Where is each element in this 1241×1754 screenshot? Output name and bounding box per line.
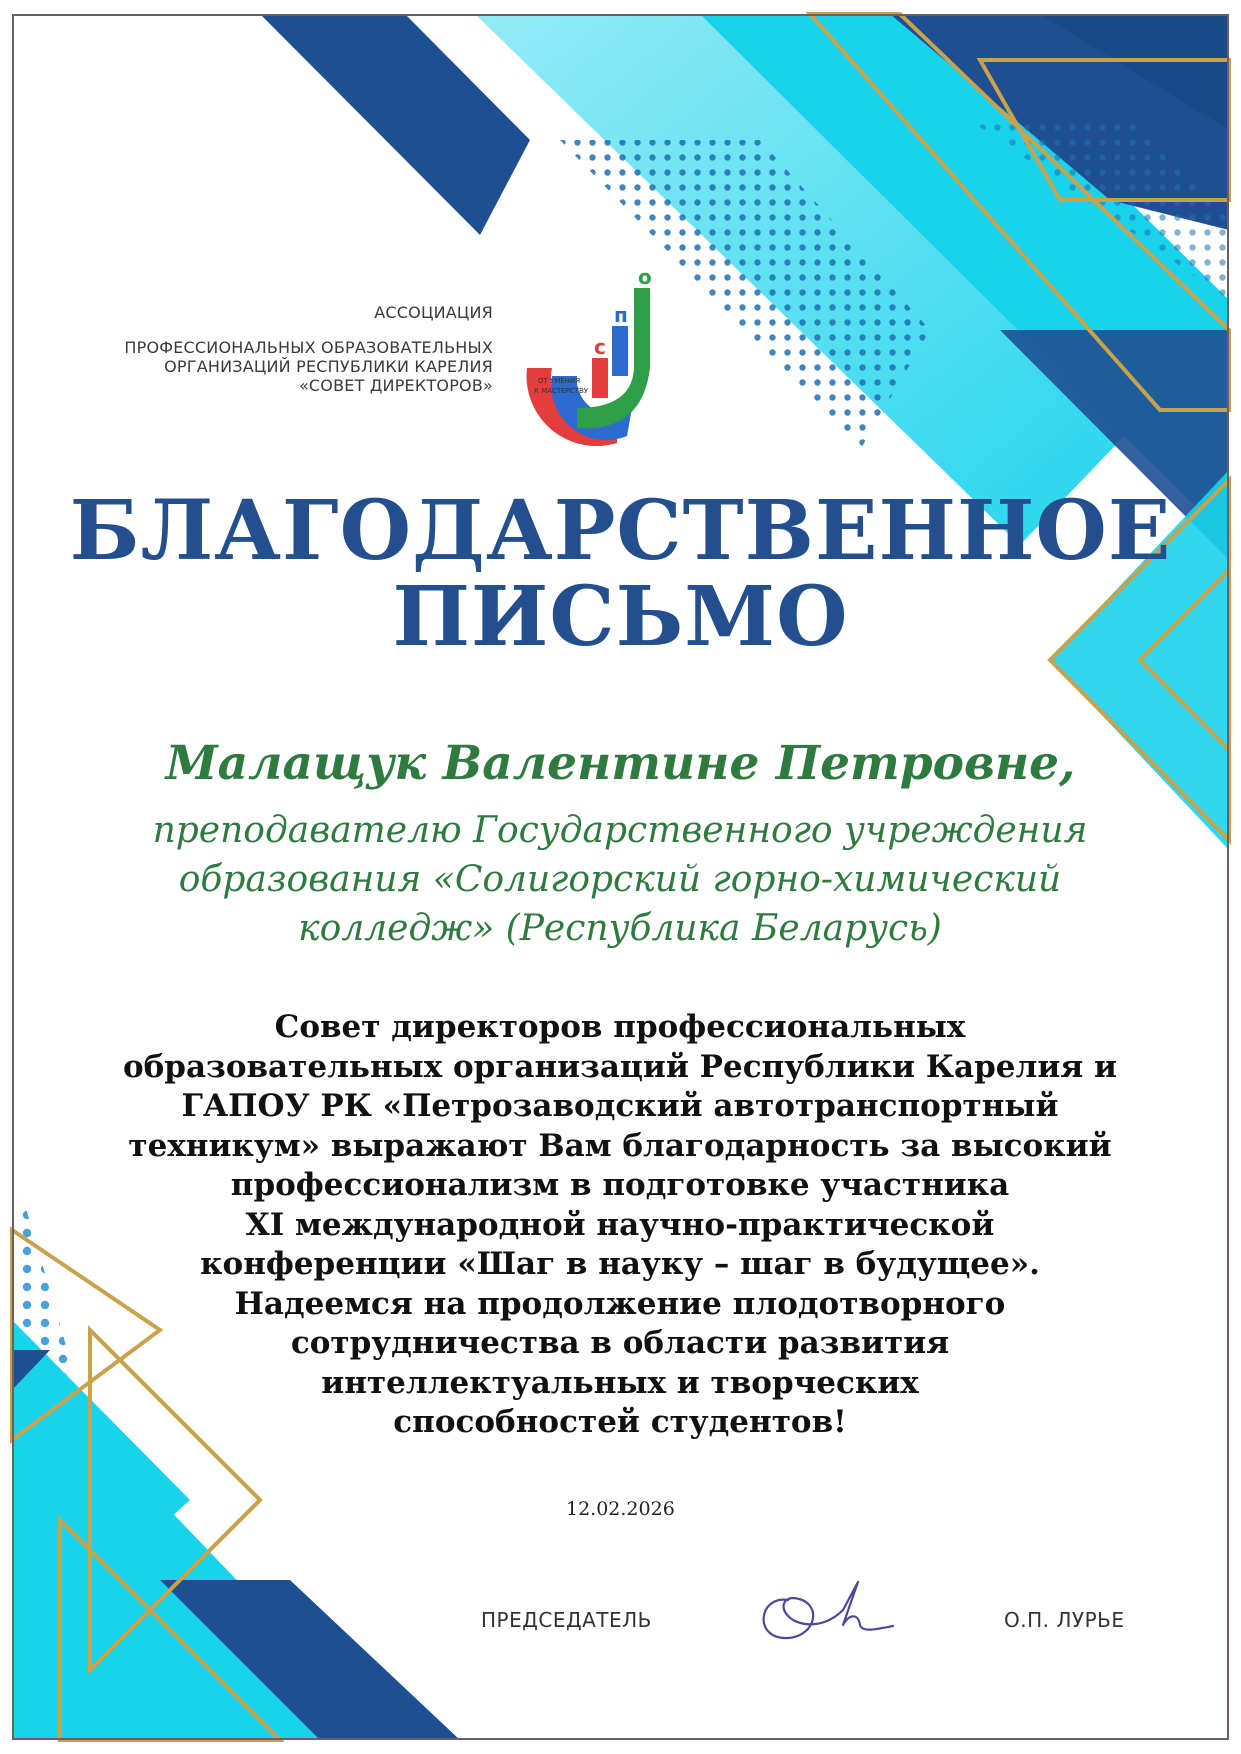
association-header — [124, 303, 493, 395]
logo-letter-o: о — [638, 265, 652, 289]
signatory-role: ПРЕДСЕДАТЕЛЬ — [481, 1608, 652, 1632]
body-line: Надеемся на продолжение плодотворного — [234, 1285, 1006, 1322]
letter-body — [110, 1008, 1130, 1443]
recipient-name: Малащук Валентине Петровне, — [165, 736, 1076, 791]
body-line: ГАПОУ РК «Петрозаводский автотранспортный — [181, 1088, 1059, 1124]
body-line: способностей студентов! — [393, 1404, 847, 1440]
association-logo — [522, 258, 672, 452]
title-line2: ПИСЬМО — [392, 569, 849, 665]
body-line: профессионализм в подготовке участника — [230, 1167, 1010, 1203]
title-line1: БЛАГОДАРСТВЕННОЕ — [69, 483, 1172, 579]
position-line2: образования «Солигорский горно-химический — [178, 859, 1062, 900]
body-line: Совет директоров профессиональных — [274, 1009, 966, 1045]
handwritten-signature — [748, 1570, 898, 1650]
logo-letter-s: с — [594, 335, 606, 359]
body-line: образовательных организаций Республики Карелия и — [122, 1048, 1118, 1085]
logo-letter-p: п — [614, 303, 628, 327]
association-name-line2: ОРГАНИЗАЦИЙ РЕСПУБЛИКИ КАРЕЛИЯ — [164, 357, 493, 376]
association-name-line3: «СОВЕТ ДИРЕКТОРОВ» — [298, 376, 493, 395]
association-label: АССОЦИАЦИЯ — [374, 303, 493, 322]
letter-date: 12.02.2026 — [566, 1498, 675, 1520]
body-line: сотрудничества в области развития — [290, 1325, 950, 1361]
document-title — [0, 483, 1241, 665]
position-line3: колледж» (Республика Беларусь) — [298, 908, 942, 949]
body-line: техникум» выражают Вам благодарность за высокий — [128, 1127, 1112, 1164]
logo-motto-line2: К МАСТЕРСТВУ — [534, 387, 589, 395]
signatory-name: О.П. ЛУРЬЕ — [1004, 1608, 1125, 1632]
recipient-position — [120, 806, 1120, 953]
logo-motto-line1: ОТ УМЕНИЯ — [538, 377, 581, 385]
position-line1: преподавателю Государственного учреждения — [152, 810, 1088, 851]
association-name-line1: ПРОФЕССИОНАЛЬНЫХ ОБРАЗОВАТЕЛЬНЫХ — [124, 338, 493, 357]
body-line: интеллектуальных и творческих — [321, 1364, 919, 1401]
body-line: XI международной научно-практической — [245, 1206, 995, 1243]
body-line: конференции «Шаг в науку – шаг в будущее». — [200, 1246, 1040, 1282]
